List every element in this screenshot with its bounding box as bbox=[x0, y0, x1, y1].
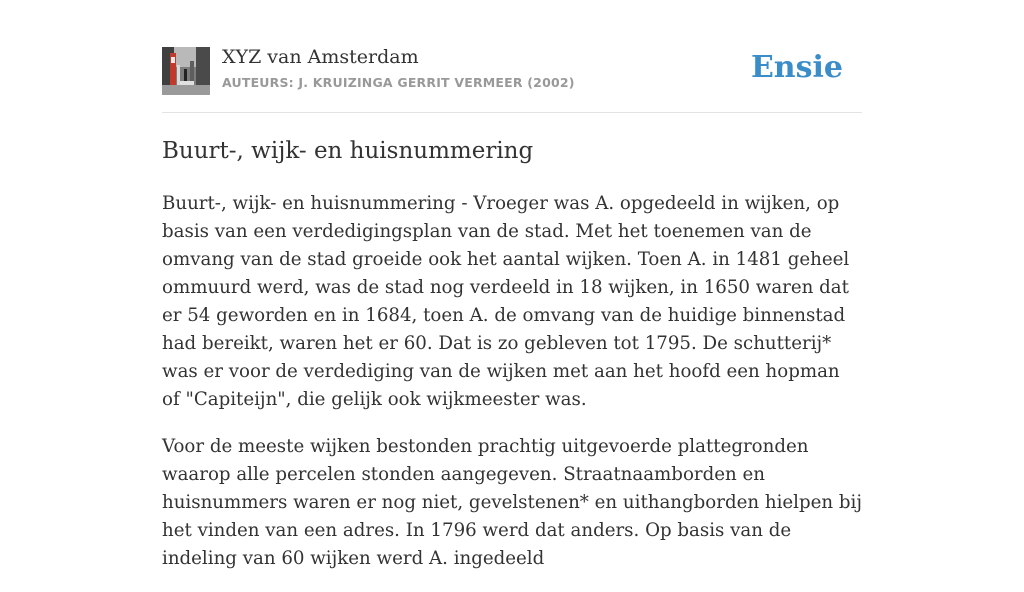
page-container bbox=[162, 0, 862, 569]
source-authors: AUTEURS: J. KRUIZINGA GERRIT VERMEER (2002) bbox=[222, 75, 575, 90]
source-header bbox=[162, 0, 862, 113]
street-photo-icon bbox=[162, 47, 210, 95]
source-title-link[interactable]: XYZ van Amsterdam bbox=[222, 46, 419, 68]
source-avatar[interactable] bbox=[162, 47, 210, 95]
article-body bbox=[162, 190, 862, 592]
article-paragraph-1: Buurt-, wijk- en huisnummering - Vroeger was A. opgedeeld in wijken, op basis van een verdedigingsplan van de stad. Met het toenemen van de omvang van de stad groeide ook het aantal wijken. Toen A. in 1481 geheel ommuurd werd, was de stad nog verdeeld in 18 wijken, in 1650 waren dat er 54 geworden en in 1684, toen A. de omvang van de huidige binnenstad had bereikt, waren het er 60. Dat is zo gebleven tot 1795. De schutterij* was er voor de verdediging van de wijken met aan het hoofd een hopman of "Capiteijn", die gelijk ook wijkmeester was. bbox=[162, 193, 850, 410]
article-paragraph-2: Voor de meeste wijken bestonden prachtig uitgevoerde plattegronden waarop alle percelen stonden aangegeven. Straatnaamborden en huisnummers waren er nog niet, gevelstenen* en uithangborden hielpen bij het vinden van een adres. In 1796 werd dat anders. Op basis van de indeling van 60 wijken werd A. ingedeeld bbox=[162, 436, 862, 569]
ensie-logo[interactable]: Ensie bbox=[750, 50, 843, 85]
article-title: Buurt-, wijk- en huisnummering bbox=[162, 138, 534, 164]
